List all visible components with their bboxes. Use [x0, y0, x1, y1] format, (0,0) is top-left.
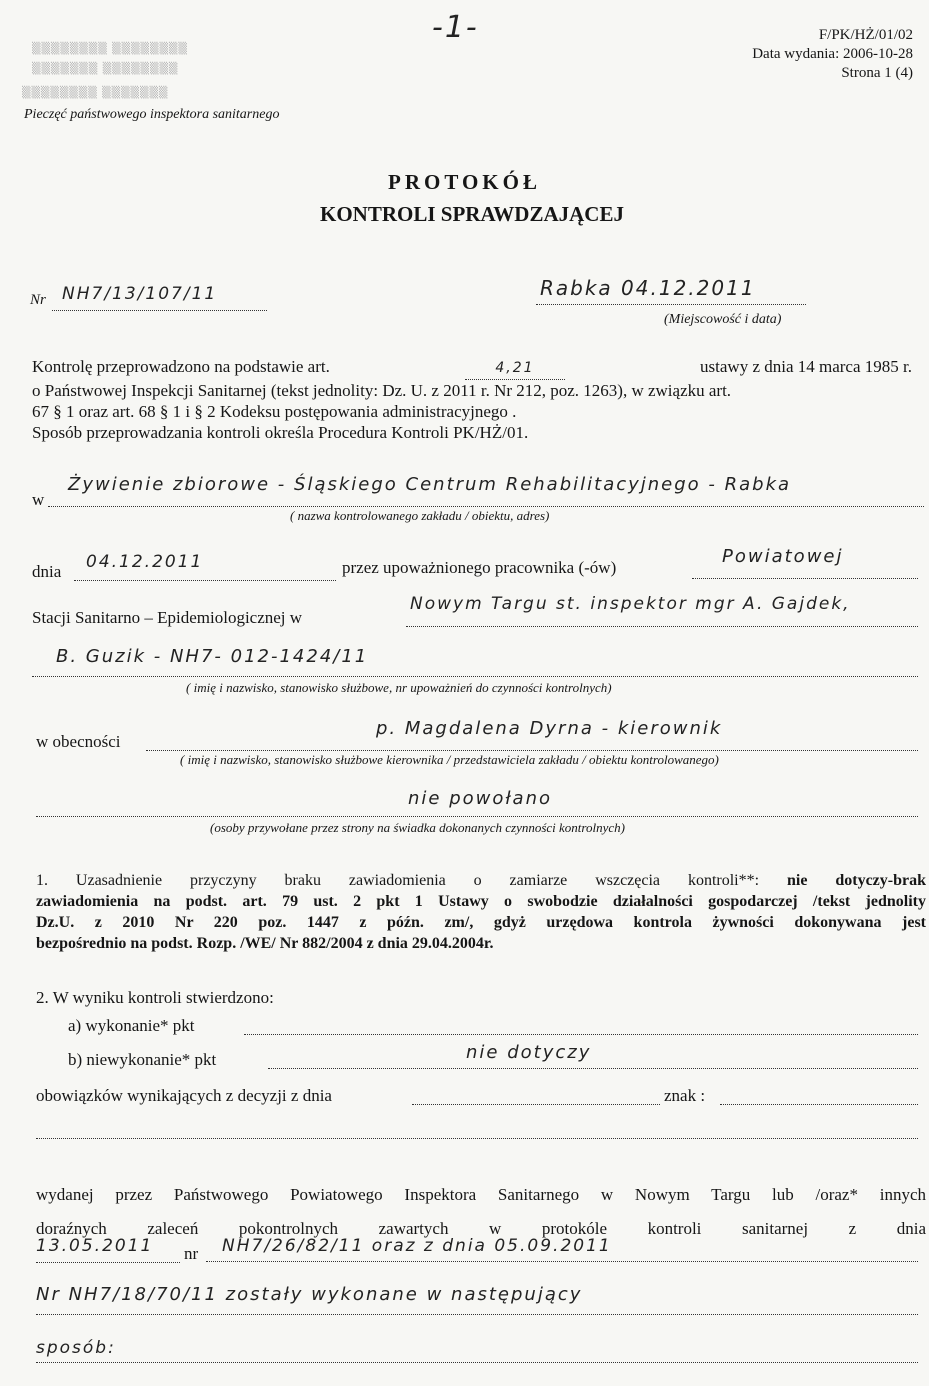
stamp-caption: Pieczęć państwowego inspektora sanitarnego	[24, 107, 280, 122]
presence-field	[146, 716, 918, 751]
object-caption: ( nazwa kontrolowanego zakładu / obiektu, adres)	[290, 508, 550, 523]
page-number: -1-	[432, 10, 479, 45]
intro-line4: Sposób przeprowadzania kontroli określa Procedura Kontroli PK/HŻ/01.	[32, 423, 529, 442]
page-info: Strona 1 (4)	[841, 65, 913, 81]
section1-lead: 1. Uzasadnienie przyczyny braku zawiadomienia o zamiarze wszczęcia kontroli**:	[36, 872, 760, 889]
item-b-field	[268, 1042, 918, 1069]
witness-caption: (osoby przywołane przez strony na świadka dokonanych czynności kontrolnych)	[210, 820, 625, 835]
object-field	[48, 472, 924, 507]
station-value-2: B. Guzik - NH7- 012-1424/11	[56, 646, 369, 667]
section1-bold-3: Dz.U. z 2010 Nr 220 poz. 1447 z późn. zm/, gdyż urzędowa kontrola żywności dokonywana jest	[36, 914, 926, 931]
station-caption: ( imię i nazwisko, stanowisko służbowe, nr upoważnień do czynności kontrolnych)	[186, 680, 612, 695]
intro-line2: o Państwowej Inspekcji Sanitarnej (tekst jednolity: Dz. U. z 2011 r. Nr 212, poz. 1263), w związku art.	[32, 381, 732, 400]
by-value: Powiatowej	[722, 546, 844, 567]
section-1	[36, 870, 926, 954]
art-value: 4,21	[495, 360, 535, 376]
section1-bold-2: zawiadomienia na podst. art. 79 ust. 2 pkt 1 Ustawy o swobodzie działalności gospodarczej /tekst jednolity	[36, 893, 926, 910]
protocol-line	[36, 1236, 926, 1270]
sign-label: znak :	[664, 1086, 706, 1105]
handwritten-line-3: sposób:	[36, 1338, 918, 1363]
place-date-value: Rabka 04.12.2011	[540, 276, 756, 300]
nr-label: Nr	[30, 292, 46, 308]
station-label: Stacji Sanitarno – Epidemiologicznej w	[32, 608, 303, 627]
form-code: F/PK/HŻ/01/02	[818, 27, 913, 43]
nr-value: NH7/13/107/11	[62, 284, 218, 304]
station-field-2	[32, 644, 918, 677]
section2-lead: 2. W wyniku kontroli stwierdzono:	[36, 988, 274, 1007]
witness-value: nie powołano	[408, 788, 552, 809]
section1-bold-1: nie dotyczy-brak	[786, 872, 926, 889]
station-value: Nowym Targu st. inspektor mgr A. Gajdek,	[410, 594, 851, 614]
decision-label: obowiązków wynikających z decyzji z dnia	[36, 1086, 332, 1105]
by-field	[692, 544, 918, 579]
item-a-label: a) wykonanie* pkt	[68, 1016, 195, 1035]
presence-label: w obecności	[36, 732, 121, 751]
protocol-nr-label: nr	[184, 1244, 199, 1263]
date-value: 04.12.2011	[86, 552, 204, 572]
issue-date: Data wydania: 2006-10-28	[752, 46, 913, 62]
document-title: PROTOKÓŁ	[388, 170, 541, 194]
intro-line1-a: Kontrolę przeprowadzono na podstawie art.	[32, 357, 330, 376]
document-header	[752, 26, 913, 83]
protocol-date: 13.05.2011	[36, 1236, 180, 1263]
official-stamp: ▒▒▒▒▒▒▒▒ ▒▒▒▒▒▒▒▒ ▒▒▒▒▒▒▒ ▒▒▒▒▒▒▒▒ ▒▒▒▒▒▒▒▒ ▒▒▒▒▒▒▒	[22, 42, 188, 99]
station-field	[406, 592, 918, 627]
by-label: przez upoważnionego pracownika (-ów)	[342, 558, 617, 577]
date-field	[74, 552, 336, 581]
nr-field	[52, 284, 267, 311]
date-label: dnia	[32, 562, 62, 581]
place-date-field	[536, 276, 806, 305]
decision-date-field	[412, 1084, 660, 1105]
document-subtitle: KONTROLI SPRAWDZAJĄCEJ	[320, 202, 624, 226]
section1-bold-4: bezpośrednio na podst. Rozp. /WE/ Nr 882/2004 z dnia 29.04.2004r.	[36, 935, 494, 952]
item-a-field	[244, 1014, 918, 1035]
blank-line	[36, 1118, 918, 1139]
presence-value: p. Magdalena Dyrna - kierownik	[376, 718, 723, 739]
presence-caption: ( imię i nazwisko, stanowisko służbowe kierownika / przedstawiciela zakładu / obiektu kontrolowanego)	[180, 752, 719, 767]
place-date-caption: (Miejscowość i data)	[664, 312, 782, 327]
intro-line1-b: ustawy z dnia 14 marca 1985 r.	[700, 357, 912, 376]
handwritten-line-2: Nr NH7/18/70/11 zostały wykonane w następujący	[36, 1284, 918, 1315]
item-b-value: nie dotyczy	[466, 1042, 592, 1063]
object-value: Żywienie zbiorowe - Śląskiego Centrum Rehabilitacyjnego - Rabka	[68, 474, 792, 495]
witness-field	[36, 786, 918, 817]
intro-paragraph	[32, 356, 912, 443]
sign-field	[720, 1084, 918, 1105]
protocol-nr: NH7/26/82/11 oraz z dnia 05.09.2011	[206, 1236, 918, 1262]
object-label: w	[32, 490, 45, 509]
intro-line3: 67 § 1 oraz art. 68 § 1 i § 2 Kodeksu postępowania administracyjnego .	[32, 402, 517, 421]
item-b-label: b) niewykonanie* pkt	[68, 1050, 217, 1069]
issued-line1: wydanej przez Państwowego Powiatowego Inspektora Sanitarnego w Nowym Targu lub /oraz* innych	[36, 1185, 926, 1204]
issued-line2: doraźnych zaleceń pokontrolnych zawartych w protokóle kontroli sanitarnej z dnia	[36, 1219, 926, 1238]
